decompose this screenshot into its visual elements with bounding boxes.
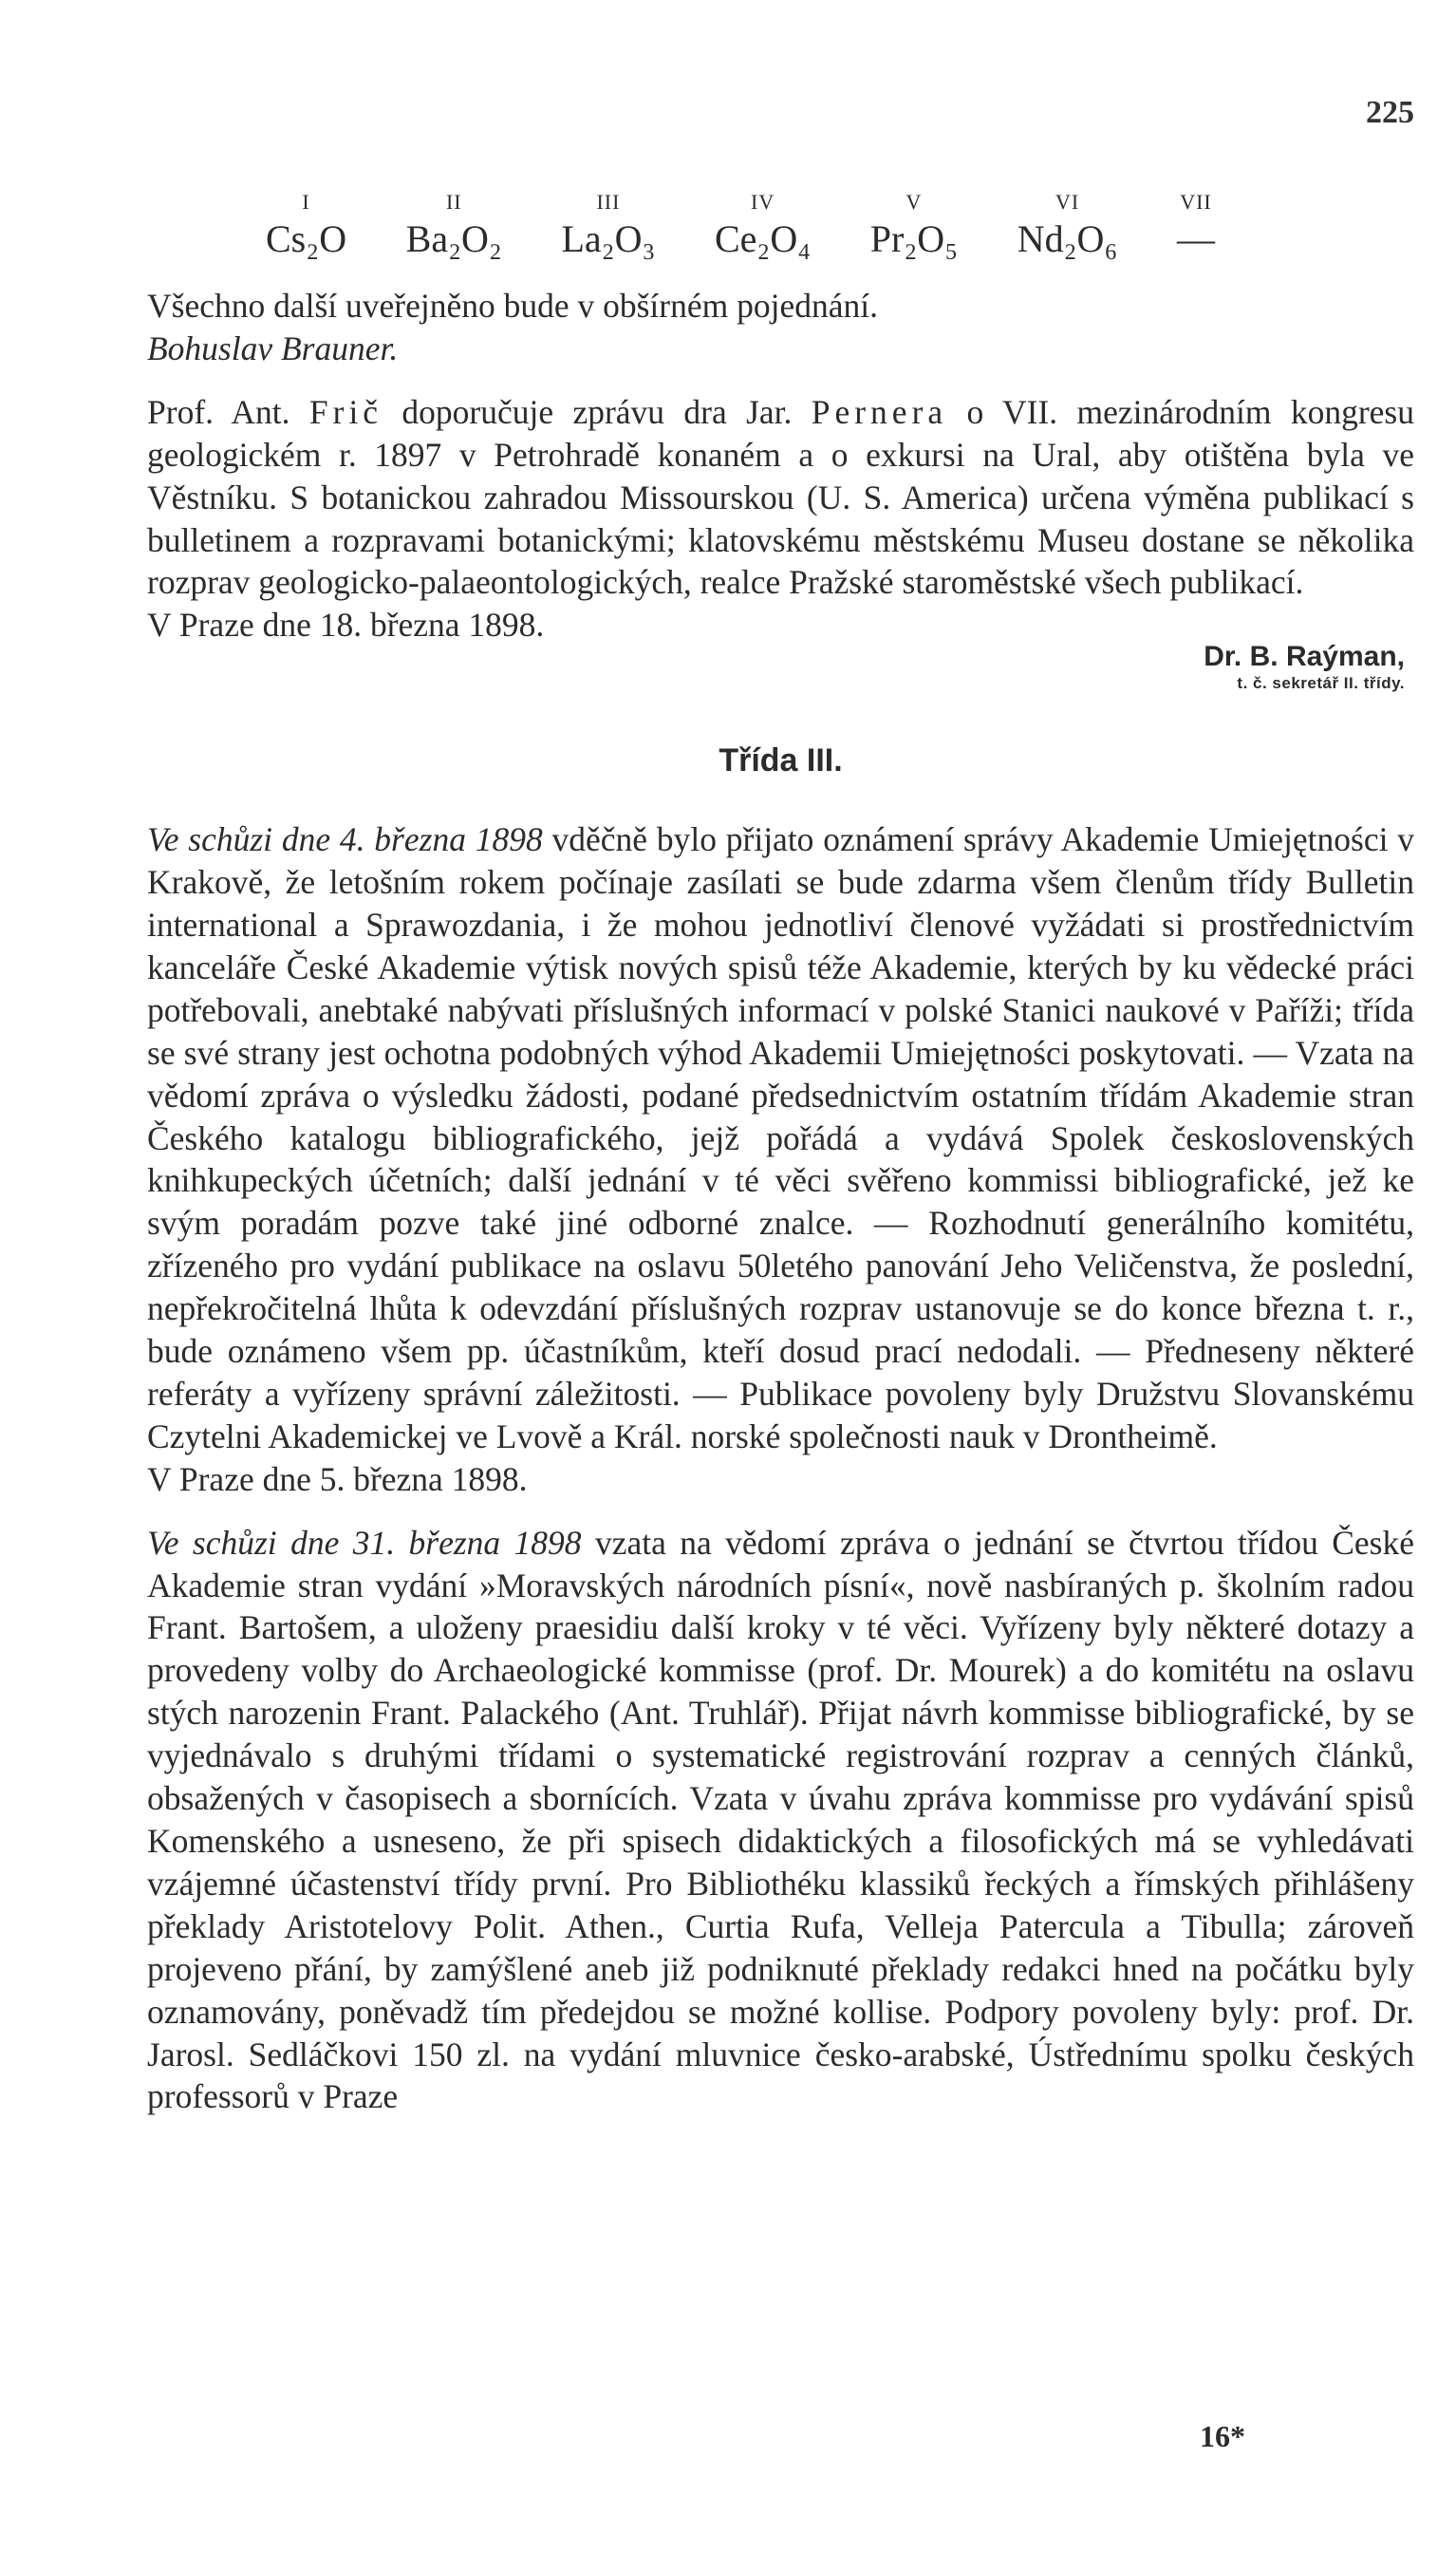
page-number: 225 [1366, 95, 1414, 130]
page-body [147, 285, 1414, 2118]
date-line-1: V Praze dne 18. března 1898. [147, 606, 545, 645]
formula-text: La₂O₃ [561, 217, 656, 260]
formula-item [561, 190, 655, 261]
signature-rayman [147, 641, 1405, 694]
name-fric: Frič [308, 392, 383, 431]
meeting-date: Ve schůzi dne 4. března 1898 [147, 820, 543, 859]
formula-text: — [1176, 217, 1215, 260]
oxide-formula-row [266, 190, 1215, 261]
signature-brauner: Bohuslav Brauner. [147, 328, 399, 367]
formula-item [715, 190, 811, 261]
formula-valence: III [596, 190, 621, 214]
paragraph-publication-note: Všechno další uveřejněno bude v obšírném pojednání. [147, 287, 878, 325]
formula-text: Cs₂O [266, 217, 347, 260]
formula-valence: VI [1055, 190, 1080, 214]
formula-item [870, 190, 958, 261]
section-heading: Třída III. [719, 742, 843, 779]
formula-text: Pr₂O₅ [869, 217, 959, 260]
formula-valence: I [302, 190, 310, 214]
signature-title: t. č. sekretář II. třídy. [1237, 674, 1405, 693]
formula-valence: II [445, 190, 462, 214]
formula-item [1177, 190, 1215, 261]
paragraph-meeting-march-31 [147, 1522, 1414, 2119]
formula-text: Ba₂O₂ [405, 217, 502, 260]
formula-item [406, 190, 502, 261]
para2-pre: Prof. Ant. [147, 392, 309, 431]
date-line-2: V Praze dne 5. března 1898. [147, 1459, 528, 1498]
signature-mark: 16* [1200, 2419, 1245, 2453]
paragraph-fric-report [147, 391, 1414, 605]
signature-name: Dr. B. Raýman, [1204, 641, 1405, 673]
formula-item [266, 190, 346, 261]
formula-valence: VII [1180, 190, 1212, 214]
formula-item [1017, 190, 1118, 261]
paragraph-meeting-march-4 [147, 818, 1414, 1458]
para2-mid: doporučuje zprávu dra Jar. [383, 392, 812, 431]
formula-valence: IV [751, 190, 775, 214]
meeting-text: vzata na vědomí zpráva o jednání se čtvrtou třídou České Akademie stran vydání »Moravských národních písní«, nově nasbíraných p. školním radou Frant. Bartošem, a uloženy praesidiu další kroky v té věci. Vyřízeny byly některé dotazy a provedeny volby do Archaeologické kommisse (prof. Dr. Mourek) a do komitétu na oslavu stých narozenin Frant. Palackého (Ant. Truhlář). Přijat návrh kommisse bibliografické, by se vyjednávalo s druhými třídami o systematické registrování rozprav a cenných článků, obsažených v časopisech a sbornících. Vzata v úvahu zpráva kommisse pro vydávání spisů Komenského a usneseno, že při spisech didaktických a filosofických má se vyhledávati vzájemné účastenství třídy první. Pro Bibliothéku klassiků řeckých a římských přihlášeny překlady Aristotelovy Polit. Athen., Curtia Rufa, Velleja Patercula a Tibulla; zároveň projeveno přání, by zamýšlené aneb již podniknuté překlady redakci hned na počátku byly oznamovány, poněvadž tím předejdou se možné kollise. Podpory povoleny byly: prof. Dr. Jarosl. Sedláčkovi 150 zl. na vydání mluvnice česko-arabské, Ústřednímu spolku českých professorů v Praze [147, 1523, 1414, 2116]
formula-text: Nd₂O₆ [1017, 217, 1118, 260]
formula-valence: V [905, 190, 923, 214]
meeting-date: Ve schůzi dne 31. března 1898 [147, 1523, 582, 1562]
name-pernera: Pernera [811, 392, 948, 431]
meeting-text: vděčně bylo přijato oznámení správy Akademie Umiejętności v Krakově, že letošním rokem počínaje zasílati se bude zdarma všem členům třídy Bulletin international a Sprawozdania, i že mohou jednotliví členové vyžádati si prostřednictvím kanceláře České Akademie výtisk nových spisů téže Akademie, kterých by ku vědecké práci potřebovali, anebtaké nabývati příslušných informací v polské Stanici naukové v Paříži; třída se své strany jest ochotna podobných výhod Akademii Umiejętności poskytovati. — Vzata na vědomí zpráva o výsledku žádosti, podané předsednictvím ostatním třídám Akademie stran Českého katalogu bibliografického, jejž pořádá a vydává Spolek československých knihkupeckých účetních; další jednání v té věci svěřeno kommissi bibliografické, jež ke svým poradám pozve také jiné odborné znalce. — Rozhodnutí generálního komitétu, zřízeného pro vydání publikace na oslavu 50letého panování Jeho Veličenstva, že poslední, nepřekročitelná lhůta k odevzdání příslušných rozprav ustanovuje se do konce března t. r., bude oznámeno všem pp. účastníkům, kteří dosud prací nedodali. — Předneseny některé referáty a vyřízeny správní záležitosti. — Publikace povoleny byly Družstvu Slovanskému Czytelni Akademickej ve Lvově a Král. norské společnosti nauk v Drontheimě. [147, 820, 1414, 1455]
formula-text: Ce₂O₄ [715, 217, 812, 260]
para2-post: o VII. mezinárodním kongresu geologickém r. 1897 v Petrohradě konaném a o exkursi na Ural, aby otištěna byla ve Věstníku. S botanickou zahradou Missourskou (U. S. America) určena výměna publikací s bulletinem a rozpravami botanickými; klatovskému městskému Museu dostane se několika rozprav geologicko-palaeontologických, realce Pražské staroměstské všech publikací. [147, 392, 1414, 602]
